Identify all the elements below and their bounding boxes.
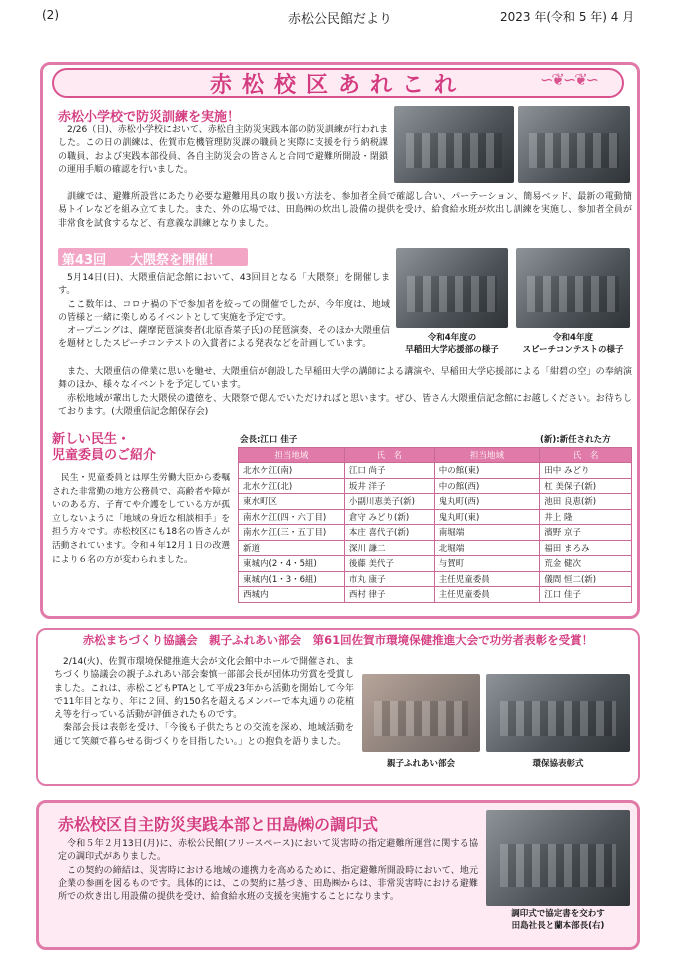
award-banner: [36, 629, 640, 651]
table-row: [239, 571, 632, 587]
table-cell-area: 主任児童委員: [434, 587, 540, 603]
table-cell-name: 池田 良恵(新): [540, 494, 632, 510]
committee-box: [52, 432, 230, 614]
table-cell-area: 南水ケ江(三・五丁目): [239, 525, 345, 541]
award-caption-2: 環保協表彰式: [532, 759, 584, 769]
table-cell-area: 南堀端: [434, 525, 540, 541]
table-cell-area: 鬼丸町(西): [434, 494, 540, 510]
award-caption-1: 親子ふれあい部会: [386, 759, 455, 769]
festival-heading: 大隈祭を開催！: [130, 253, 222, 268]
table-cell-area: 主任児童委員: [434, 571, 540, 587]
committee-chair: 会長:江口 佳子: [240, 435, 298, 445]
signing-paragraph-2: この契約の締結は、災害時における地域の連携力を高めるために、指定避難所開設時において、地元企業の参画を図るものです。具体的には、この契約に基づき、田島㈱からは、非常災害時における避難所での炊き出し用設備の提供を受け、給食給水班の支援を実施することになります。: [58, 865, 478, 903]
festival-paragraph-3: オープニングは、薩摩琵琶演奏者(北原香菜子氏)の琵琶演奏、そのほか大隈重信を題材としたスピーチコンテストの入賞者による発表などを計画しています。: [58, 326, 390, 350]
col-header-name-right: 氏 名: [540, 448, 632, 463]
drill-paragraph-2: 訓練では、避難所設営にあたり必要な避難用具の取り扱い方法を、参加者全員で確認し合い、パーテーション、簡易ベッド、最新の電動簡易トイレなどを組み立てました。また、外の広場では、田島㈱の炊出し設備の提供を受け、給食給水班が炊出し訓練を実施し、参加者全員が非常食を試食するなど、有意義な訓練となりました。: [58, 192, 632, 229]
drill-heading: 赤松小学校で防災訓練を実施！: [58, 110, 241, 125]
committee-heading-line1: 新しい民生・: [52, 432, 131, 447]
table-row: [239, 463, 632, 479]
award-paragraph-2: 秦部会長は表彰を受け、「今後も子供たちとの交流を深め、地域活動を通じて笑顔で暮らせる街づくりを目指したい。」との抱負を語りました。: [54, 723, 354, 747]
table-cell-name: 坂井 洋子: [344, 478, 434, 494]
festival-heading-box: [58, 248, 248, 266]
award-paragraph-1: 2/14(火)、佐賀市環境保健推進大会が文化会館中ホールで開催され、まちづくり協議会の親子ふれあい部会秦慎一部部会長が団体功労賞を受賞しました。これは、赤松こどもPTAとして平成23年から活動を開始して今年で11年目となり、年に２回、約150名を超えるメンバーで本丸通りの花植え等を行っている活動が評価されたものです。: [54, 657, 354, 721]
table-cell-name: 江口 尚子: [344, 463, 434, 479]
award-photo-1: [362, 674, 480, 752]
table-row: [239, 587, 632, 603]
committee-heading-line2: 児童委員のご紹介: [52, 448, 157, 463]
signing-photo: [486, 810, 630, 906]
award-photo-2: [486, 674, 630, 752]
table-cell-name: 田中 みどり: [540, 463, 632, 479]
signing-heading: 赤松校区自主防災実践本部と田島㈱の調印式: [58, 815, 379, 834]
table-cell-area: 南水ケ江(四・六丁目): [239, 509, 345, 525]
table-cell-name: 杠 美保子(新): [540, 478, 632, 494]
festival-paragraph-4: また、大隈重信の偉業に思いを馳せ、大隈重信が創設した早稲田大学の講師による講演や、早稲田大学応援部による「紺碧の空」の奉納演舞のほか、様々なイベントを予定しています。: [58, 367, 632, 391]
festival-photo-2: [516, 248, 630, 328]
table-cell-area: 北水ケ江(南): [239, 463, 345, 479]
drill-paragraph-1: 2/26（日)、赤松小学校において、赤松自主防災実践本部の防災訓練が行われました。この日の訓練は、佐賀市危機管理防災課の職員と実際に支援を行う納税課の職員、および実践本部役員、各自主防災会の皆さんと合同で避難所開設・閉鎖の運用手順の確認を行いました。: [58, 125, 388, 175]
table-cell-name: 小副川恵美子(新): [344, 494, 434, 510]
table-cell-name: 西村 律子: [344, 587, 434, 603]
committee-note: (新):新任された方: [540, 435, 611, 445]
table-row: [239, 478, 632, 494]
committee-text: 民生・児童委員とは厚生労働大臣から委嘱された非常勤の地方公務員で、高齢者や障がいのある方、子育てや介護をしている方が孤立しないように「地域の身近な相談相手」を担う方々です。赤松校区にも18名の皆さんが活動されています。令和４年12月１日の改選により６名の方が変わられました。: [52, 473, 230, 565]
table-cell-area: 北堀端: [434, 540, 540, 556]
signing-paragraph-1: 令和５年２月13日(月)に、赤松公民館(フリースペース)において災害時の指定避難所運営に関する協定の調印式がありました。: [58, 839, 478, 863]
table-cell-name: 福田 まろみ: [540, 540, 632, 556]
table-cell-name: 井上 隆: [540, 509, 632, 525]
col-header-area-right: 担当地域: [434, 448, 540, 463]
table-cell-name: 江口 佳子: [540, 587, 632, 603]
festival-caption-1: 令和4年度の 早稲田大学応援部の様子: [405, 333, 499, 355]
signing-caption: 調印式で協定書を交わす 田島社長と蘭本部長(右): [511, 909, 605, 931]
table-row: [239, 540, 632, 556]
table-cell-area: 鬼丸町(東): [434, 509, 540, 525]
table-cell-area: 北水ケ江(北): [239, 478, 345, 494]
table-cell-area: 東城内(2・4・5組): [239, 556, 345, 572]
table-cell-name: 荒金 健次: [540, 556, 632, 572]
festival-paragraph-1: 5月14日(日)、大隈重信記念館において、43回目となる「大隈祭」を開催します。: [58, 273, 390, 297]
newsletter-title: 赤松公民館だより: [288, 12, 393, 27]
committee-table-wrap: [238, 447, 632, 603]
table-cell-area: 中の館(西): [434, 478, 540, 494]
award-banner-text: 赤松まちづくり協議会 親子ふれあい部会 第61回佐賀市環境保健推進大会で功労者表彰を受賞！: [82, 633, 594, 647]
table-row: [239, 556, 632, 572]
festival-paragraph-5: 赤松地域が輩出した大隈侯の遺徳を、大隈祭で偲んでいただければと思います。ぜひ、皆さん大隈重信記念館にお越しください。お待ちしております。(大隈重信記念館保存会): [58, 393, 632, 417]
table-cell-name: 後藤 美代子: [344, 556, 434, 572]
festival-heading-number: 第43回: [62, 253, 107, 268]
page-number: (2): [42, 8, 59, 22]
festival-photo-1: [396, 248, 508, 328]
table-cell-name: 市丸 康子: [344, 571, 434, 587]
table-cell-name: 倉守 みどり(新): [344, 509, 434, 525]
table-cell-name: 本庄 喜代子(新): [344, 525, 434, 541]
table-cell-area: 新道: [239, 540, 345, 556]
table-row: [239, 494, 632, 510]
section-title: 赤松校区あれこれ: [209, 72, 466, 98]
table-cell-name: 儀間 恒二(新): [540, 571, 632, 587]
committee-table: [238, 447, 632, 603]
table-cell-area: 西城内: [239, 587, 345, 603]
festival-paragraph-2: ここ数年は、コロナ禍の下で参加者を絞っての開催でしたが、今年度は、地域の皆様と一緒に楽しめるイベントとして実施を予定です。: [58, 299, 390, 323]
table-cell-area: 与賀町: [434, 556, 540, 572]
table-row: [239, 509, 632, 525]
table-row: [239, 525, 632, 541]
drill-photo-2: [518, 106, 630, 183]
festival-caption-2: 令和4年度 スピーチコンテストの様子: [522, 333, 624, 355]
issue-date: 2023 年(令和 5 年) 4 月: [500, 10, 635, 24]
drill-photo-1: [394, 106, 514, 183]
table-cell-area: 東水町区: [239, 494, 345, 510]
section-title-bar: [52, 68, 624, 98]
table-cell-area: 中の館(東): [434, 463, 540, 479]
col-header-name-left: 氏 名: [344, 448, 434, 463]
col-header-area-left: 担当地域: [239, 448, 345, 463]
table-cell-name: 濱野 京子: [540, 525, 632, 541]
table-cell-area: 東城内(1・3・6組): [239, 571, 345, 587]
table-cell-name: 深川 謙二: [344, 540, 434, 556]
flourish-right-icon: ∽❦∽❦∽: [540, 70, 598, 89]
